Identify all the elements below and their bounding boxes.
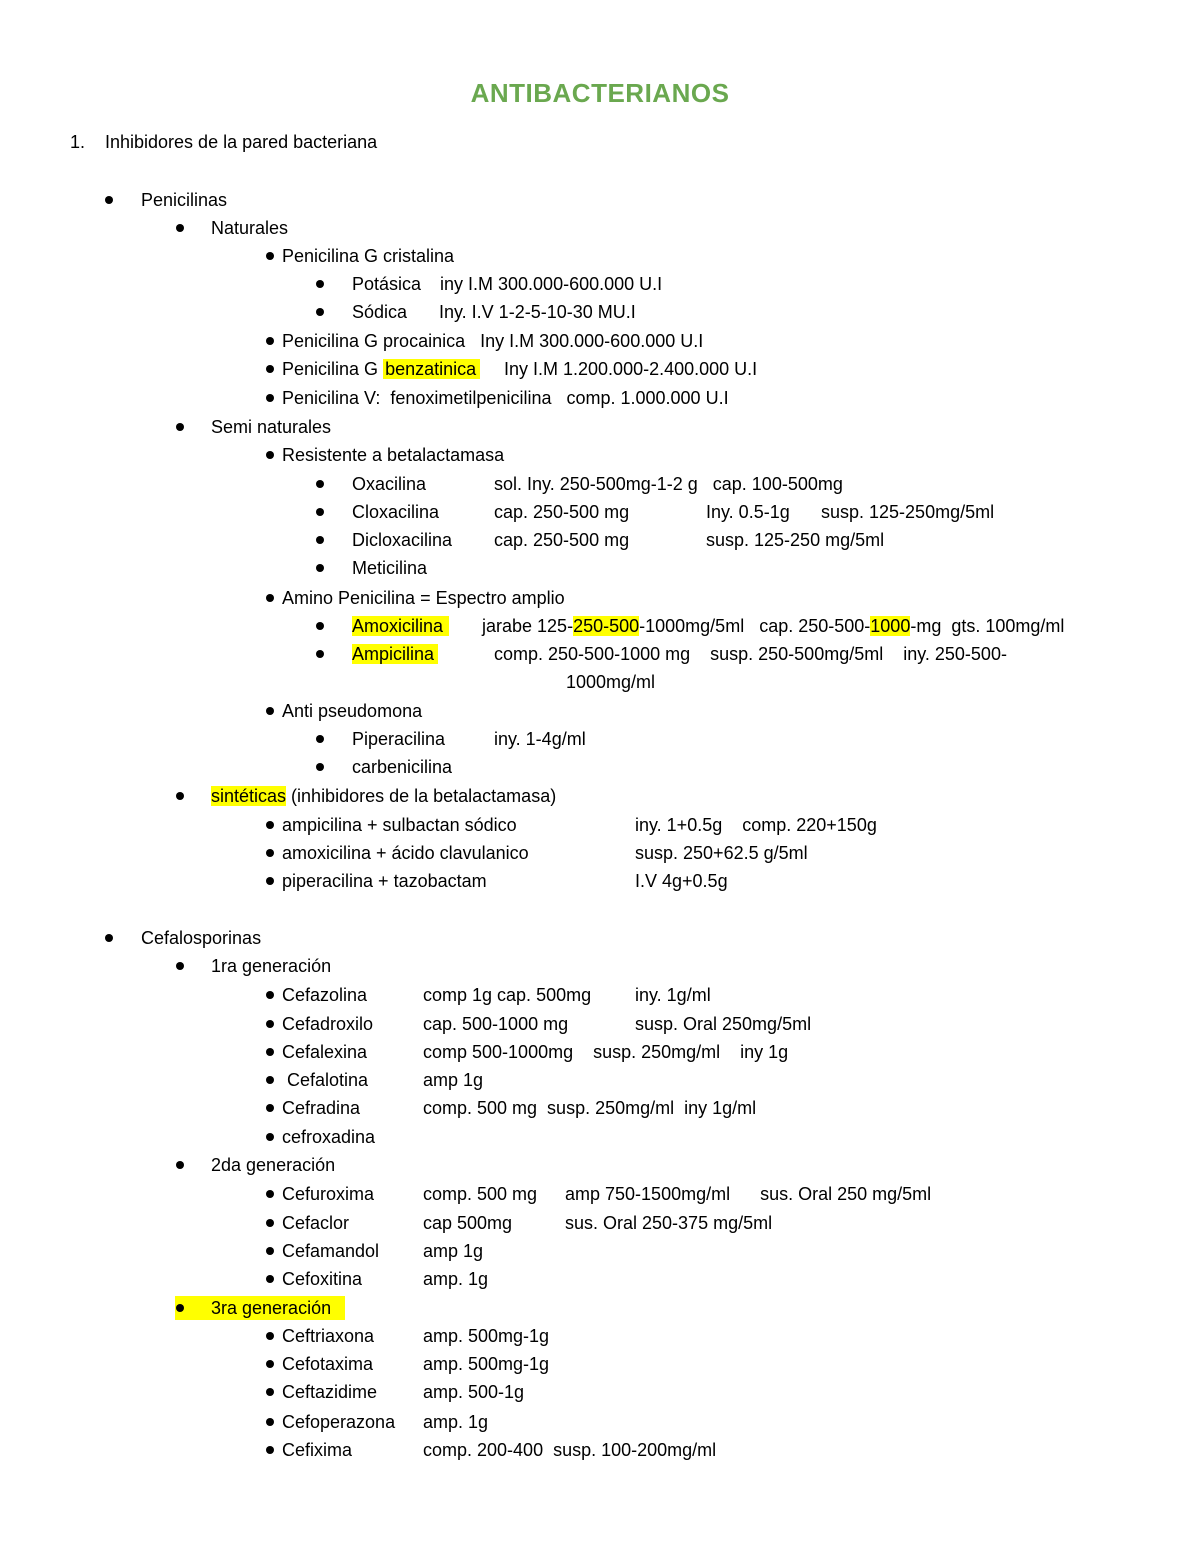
list-item-dose: amp 1g	[423, 1241, 484, 1261]
list-item-dose: iny. 1+0.5g comp. 220+150g	[635, 815, 877, 835]
list-item-dose: susp. 125-250 mg/5ml	[706, 530, 885, 550]
bullet-icon	[105, 934, 113, 942]
bullet-icon	[266, 337, 274, 345]
bullet-icon	[266, 1133, 274, 1141]
bullet-icon	[266, 1388, 274, 1396]
gen2-heading: 2da generación	[211, 1155, 336, 1175]
highlighted-text: Amoxicilina	[352, 616, 449, 636]
list-item-dose: comp 1g cap. 500mg	[423, 985, 592, 1005]
list-item-dose: comp. 500 mg susp. 250mg/ml iny 1g/ml	[423, 1098, 757, 1118]
list-item-name: Cefoperazona	[282, 1412, 396, 1432]
list-item-dose: Iny I.M 1.200.000-2.400.000 U.I	[504, 359, 758, 379]
bullet-icon	[266, 451, 274, 459]
list-item-name: Potásica	[352, 274, 422, 294]
list-item-dose: cap. 250-500 mg	[494, 502, 630, 522]
list-item: Anti pseudomona	[282, 701, 423, 721]
list-item	[282, 355, 480, 383]
bullet-icon	[316, 763, 324, 771]
highlighted-text: Ampicilina	[352, 644, 438, 664]
list-item-name: Dicloxacilina	[352, 530, 453, 550]
list-item-name: Cefuroxima	[282, 1184, 375, 1204]
list-item-name: Oxacilina	[352, 474, 427, 494]
bullet-icon	[266, 1247, 274, 1255]
bullet-icon	[266, 1076, 274, 1084]
highlighted-text: sintéticas	[211, 786, 287, 806]
list-item-name: Ceftazidime	[282, 1382, 378, 1402]
bullet-icon	[176, 962, 184, 970]
list-item-name: Cefadroxilo	[282, 1014, 374, 1034]
list-item-dose: cap. 500-1000 mg	[423, 1014, 569, 1034]
bullet-icon	[176, 224, 184, 232]
list-item-dose: iny I.M 300.000-600.000 U.I	[440, 274, 663, 294]
bullet-icon	[266, 365, 274, 373]
section-heading: Inhibidores de la pared bacteriana	[105, 132, 378, 152]
list-item-name: Cefalexina	[282, 1042, 368, 1062]
bullet-icon	[316, 280, 324, 288]
list-item-dose: I.V 4g+0.5g	[635, 871, 728, 891]
list-item-dose: amp. 500-1g	[423, 1382, 525, 1402]
list-item-name: Cloxacilina	[352, 502, 440, 522]
list-item-dose: susp. 125-250mg/5ml	[821, 502, 995, 522]
list-item-dose: susp. 250+62.5 g/5ml	[635, 843, 808, 863]
list-item-dose: amp. 1g	[423, 1412, 489, 1432]
bullet-icon	[316, 508, 324, 516]
list-item-dose	[482, 612, 1064, 640]
list-item: Penicilina G procainica Iny I.M 300.000-600.000 U.I	[282, 331, 704, 351]
bullet-icon	[316, 622, 324, 630]
bullet-icon	[266, 1275, 274, 1283]
list-item-name: ampicilina + sulbactan sódico	[282, 815, 517, 835]
bullet-icon	[266, 1360, 274, 1368]
bullet-icon	[176, 1304, 184, 1312]
bullet-icon	[266, 1418, 274, 1426]
cefalosporinas-heading: Cefalosporinas	[141, 928, 262, 948]
bullet-icon	[316, 650, 324, 658]
list-item-dose: iny. 1-4g/ml	[494, 729, 586, 749]
list-item-dose: sus. Oral 250-375 mg/5ml	[565, 1213, 773, 1233]
list-item-name: cefroxadina	[282, 1127, 376, 1147]
bullet-icon	[266, 877, 274, 885]
list-item-name: Cefoxitina	[282, 1269, 363, 1289]
bullet-icon	[266, 594, 274, 602]
list-item-dose: cap. 250-500 mg	[494, 530, 630, 550]
bullet-icon	[176, 423, 184, 431]
list-item-dose: comp. 200-400 susp. 100-200mg/ml	[423, 1440, 717, 1460]
list-item-name: Cefazolina	[282, 985, 368, 1005]
list-item-dose: Iny. I.V 1-2-5-10-30 MU.I	[439, 302, 636, 322]
list-item-name: Penicilina G	[282, 359, 384, 379]
bullet-icon	[176, 792, 184, 800]
list-item: Penicilina G cristalina	[282, 246, 455, 266]
list-item-dose: 1000mg/ml	[566, 672, 656, 692]
penicilinas-heading: Penicilinas	[141, 190, 228, 210]
bullet-icon	[266, 252, 274, 260]
bullet-icon	[316, 480, 324, 488]
list-item-dose: susp. Oral 250mg/5ml	[635, 1014, 812, 1034]
list-item-name: Piperacilina	[352, 729, 446, 749]
list-item-dose: amp. 500mg-1g	[423, 1354, 550, 1374]
list-item-name: Cefalotina	[282, 1070, 369, 1090]
bullet-icon	[316, 735, 324, 743]
list-item-name: Cefaclor	[282, 1213, 350, 1233]
bullet-icon	[316, 308, 324, 316]
bullet-icon	[316, 564, 324, 572]
list-item-name: carbenicilina	[352, 757, 453, 777]
semi-naturales-heading: Semi naturales	[211, 417, 332, 437]
dose-text: -mg gts. 100mg/ml	[910, 616, 1065, 636]
list-item: Amino Penicilina = Espectro amplio	[282, 588, 565, 608]
list-item-name: amoxicilina + ácido clavulanico	[282, 843, 529, 863]
list-item-name: Meticilina	[352, 558, 428, 578]
list-item-name: Cefradina	[282, 1098, 361, 1118]
section-number: 1.	[70, 132, 86, 152]
bullet-icon	[176, 1161, 184, 1169]
naturales-heading: Naturales	[211, 218, 289, 238]
list-item-name	[352, 640, 438, 668]
bullet-icon	[266, 849, 274, 857]
list-item: Resistente a betalactamasa	[282, 445, 505, 465]
bullet-icon	[105, 196, 113, 204]
bullet-icon	[266, 1104, 274, 1112]
bullet-icon	[266, 394, 274, 402]
list-item-dose: sol. Iny. 250-500mg-1-2 g cap. 100-500mg	[494, 474, 843, 494]
list-item-dose: comp. 250-500-1000 mg susp. 250-500mg/5ml iny. 250-500-	[494, 644, 1007, 664]
highlighted-text: benzatinica	[383, 359, 480, 379]
bullet-icon	[266, 1020, 274, 1028]
bullet-icon	[316, 536, 324, 544]
list-item-dose: amp. 500mg-1g	[423, 1326, 550, 1346]
list-item-name: Cefamandol	[282, 1241, 380, 1261]
list-item-dose: comp 500-1000mg susp. 250mg/ml iny 1g	[423, 1042, 789, 1062]
list-item-dose: amp 750-1500mg/ml sus. Oral 250 mg/5ml	[565, 1184, 932, 1204]
list-item-dose: iny. 1g/ml	[635, 985, 711, 1005]
bullet-icon	[266, 1332, 274, 1340]
list-item-dose: amp. 1g	[423, 1269, 489, 1289]
list-item-dose: cap 500mg	[423, 1213, 513, 1233]
list-item-name: Ceftriaxona	[282, 1326, 375, 1346]
heading-text: (inhibidores de la betalactamasa)	[286, 786, 557, 806]
list-item: Penicilina V: fenoximetilpenicilina comp. 1.000.000 U.I	[282, 388, 729, 408]
list-item-dose: Iny. 0.5-1g	[706, 502, 790, 522]
highlighted-text: 250-500	[573, 616, 640, 636]
dose-text: jarabe 125-	[482, 616, 574, 636]
highlighted-text: 1000	[870, 616, 911, 636]
bullet-icon	[266, 991, 274, 999]
list-item-name: Cefotaxima	[282, 1354, 374, 1374]
bullet-icon	[266, 1048, 274, 1056]
bullet-icon	[266, 1190, 274, 1198]
list-item-dose: amp 1g	[423, 1070, 484, 1090]
gen1-heading: 1ra generación	[211, 956, 332, 976]
bullet-icon	[266, 707, 274, 715]
bullet-icon	[266, 821, 274, 829]
list-item-dose: comp. 500 mg	[423, 1184, 538, 1204]
page-title: ANTIBACTERIANOS	[470, 78, 730, 108]
sinteticas-heading	[211, 782, 556, 810]
gen3-heading: 3ra generación	[211, 1298, 332, 1318]
list-item-name: Sódica	[352, 302, 408, 322]
bullet-icon	[266, 1219, 274, 1227]
dose-text: -1000mg/5ml cap. 250-500-	[639, 616, 871, 636]
list-item-name: piperacilina + tazobactam	[282, 871, 487, 891]
bullet-icon	[266, 1446, 274, 1454]
list-item-name: Cefixima	[282, 1440, 353, 1460]
list-item-name	[352, 612, 449, 640]
